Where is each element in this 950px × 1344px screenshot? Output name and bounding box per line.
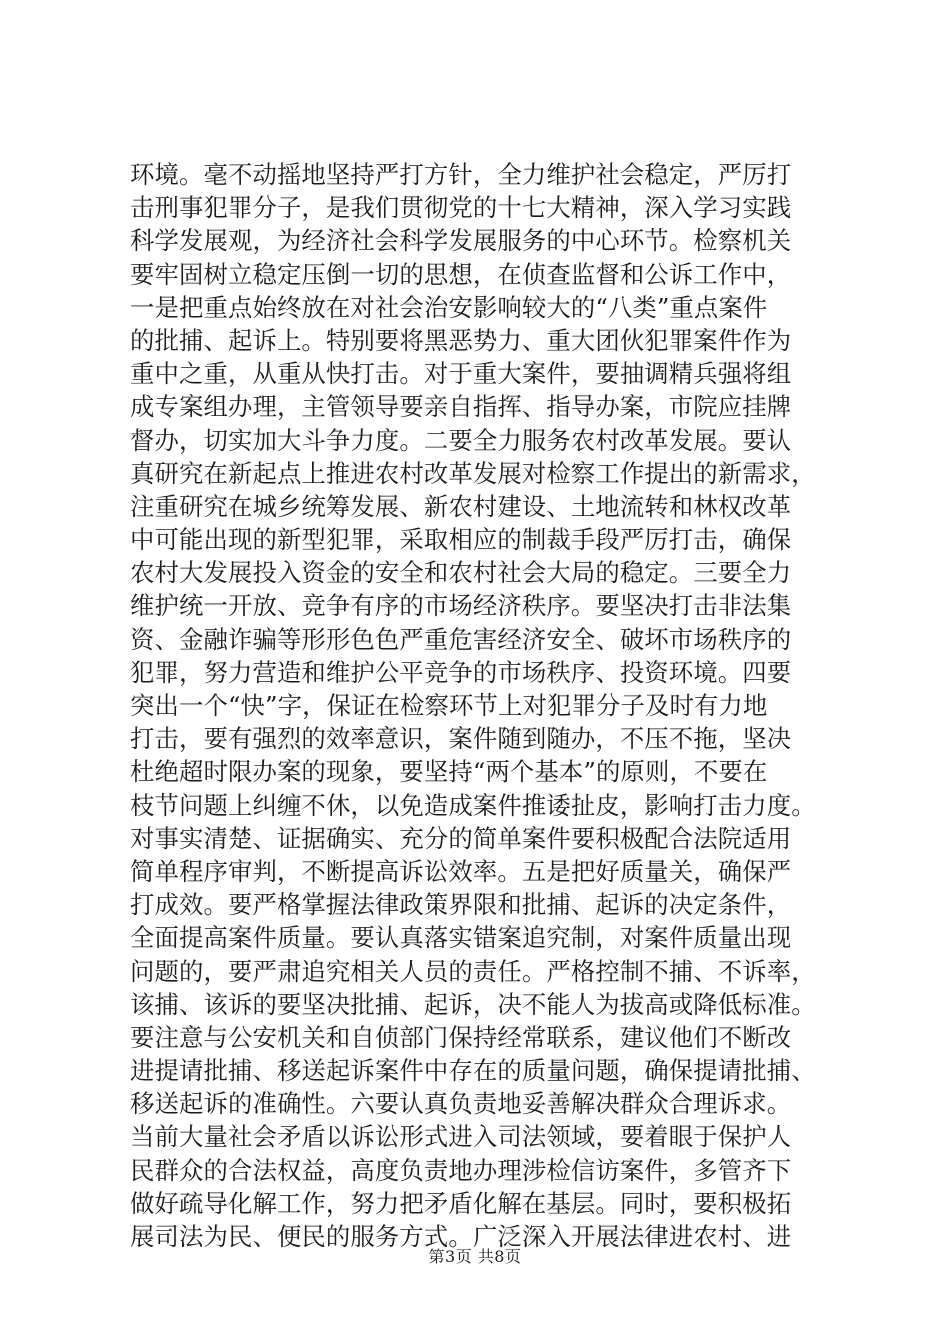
text-line: 中可能出现的新型犯罪，采取相应的制裁手段严厉打击，确保 <box>130 525 792 555</box>
text-line: 击刑事犯罪分子，是我们贯彻党的十七大精神，深入学习实践 <box>130 193 792 223</box>
text-line: 打击，要有强烈的效率意识，案件随到随办，不压不拖，坚决 <box>130 724 792 754</box>
text-line: 成专案组办理，主管领导要亲自指挥、指导办案，市院应挂牌 <box>130 392 792 422</box>
text-line: 进提请批捕、移送起诉案件中存在的质量问题，确保提请批捕、 <box>130 1056 816 1086</box>
text-line: 打成效。要严格掌握法律政策界限和批捕、起诉的决定条件， <box>130 890 792 920</box>
text-line: 真研究在新起点上推进农村改革发展对检察工作提出的新需求， <box>130 458 816 488</box>
text-line: 环境。毫不动摇地坚持严打方针，全力维护社会稳定，严厉打 <box>130 160 792 189</box>
text-line: 督办，切实加大斗争力度。二要全力服务农村改革发展。要认 <box>130 425 792 455</box>
text-line: 杜绝超时限办案的现象，要坚持“两个基本”的原则，不要在 <box>130 757 768 787</box>
text-line: 要牢固树立稳定压倒一切的思想，在侦查监督和公诉工作中， <box>130 259 792 289</box>
body-text <box>130 158 830 1253</box>
page-footer: 第3页 共8页 <box>428 1247 522 1266</box>
text-line: 民群众的合法权益，高度负责地办理涉检信访案件，多管齐下 <box>130 1155 792 1185</box>
text-line: 犯罪，努力营造和维护公平竞争的市场秩序、投资环境。四要 <box>130 657 792 687</box>
text-line: 维护统一开放、竞争有序的市场经济秩序。要坚决打击非法集 <box>130 591 792 621</box>
text-line: 简单程序审判，不断提高诉讼效率。五是把好质量关，确保严 <box>130 856 792 886</box>
text-line: 问题的，要严肃追究相关人员的责任。严格控制不捕、不诉率， <box>130 956 816 986</box>
text-line: 重中之重，从重从快打击。对于重大案件，要抽调精兵强将组 <box>130 359 792 389</box>
text-line: 注重研究在城乡统筹发展、新农村建设、土地流转和林权改革 <box>130 491 792 521</box>
text-line: 做好疏导化解工作，努力把矛盾化解在基层。同时，要积极拓 <box>130 1188 792 1218</box>
text-line: 突出一个“快”字，保证在检察环节上对犯罪分子及时有力地 <box>130 691 768 720</box>
text-line: 农村大发展投入资金的安全和农村社会大局的稳定。三要全力 <box>130 558 792 588</box>
text-line: 展司法为民、便民的服务方式。广泛深入开展法律进农村、进 <box>130 1222 792 1251</box>
text-line: 要注意与公安机关和自侦部门保持经常联系，建议他们不断改 <box>130 1022 792 1052</box>
text-line: 该捕、该诉的要坚决批捕、起诉，决不能人为拔高或降低标准。 <box>130 989 816 1019</box>
text-line: 科学发展观，为经济社会科学发展服务的中心环节。检察机关 <box>130 226 792 256</box>
text-line: 资、金融诈骗等形形色色严重危害经济安全、破坏市场秩序的 <box>130 624 792 654</box>
text-line: 全面提高案件质量。要认真落实错案追究制，对案件质量出现 <box>130 923 792 953</box>
text-line: 当前大量社会矛盾以诉讼形式进入司法领域，要着眼于保护人 <box>130 1122 792 1152</box>
text-line: 一是把重点始终放在对社会治安影响较大的“八类”重点案件 <box>130 292 768 322</box>
text-line: 移送起诉的准确性。六要认真负责地妥善解决群众合理诉求。 <box>130 1089 792 1119</box>
text-line: 对事实清楚、证据确实、充分的简单案件要积极配合法院适用 <box>130 823 792 853</box>
text-line: 的批捕、起诉上。特别要将黑恶势力、重大团伙犯罪案件作为 <box>130 325 792 355</box>
text-line: 枝节问题上纠缠不休，以免造成案件推诿扯皮，影响打击力度。 <box>130 790 816 820</box>
